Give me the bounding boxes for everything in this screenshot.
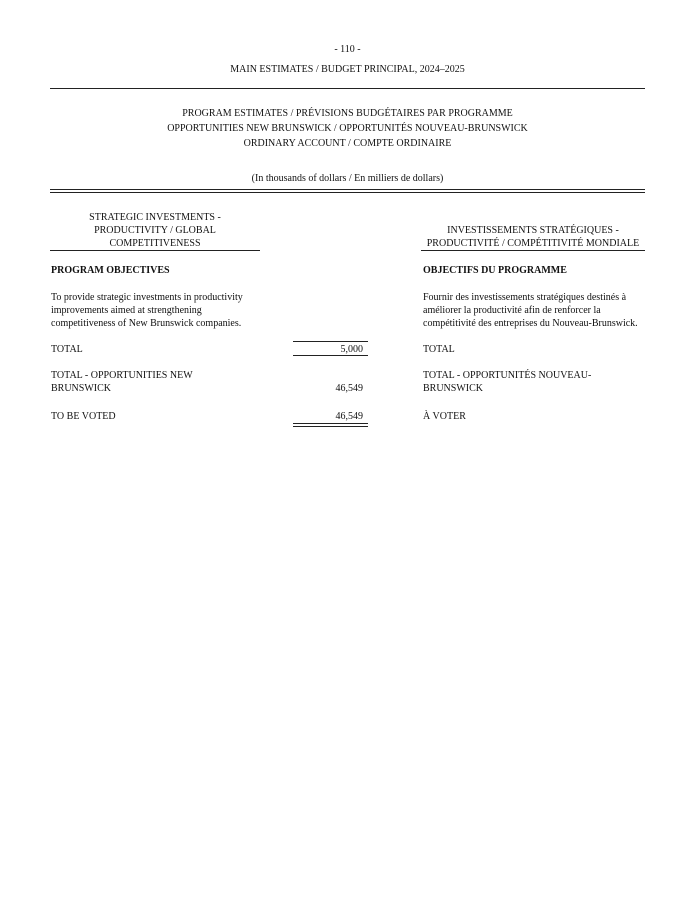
page-number: - 110 - bbox=[334, 44, 361, 55]
subheader-line3: ORDINARY ACCOUNT / COMPTE ORDINAIRE bbox=[243, 138, 452, 149]
en-objectives-line2: improvements aimed at strengthening bbox=[51, 305, 202, 316]
en-to-be-voted-label: TO BE VOTED bbox=[51, 411, 116, 422]
fr-to-be-voted-label: À VOTER bbox=[423, 411, 466, 422]
subheader-line1: PROGRAM ESTIMATES / PRÉVISIONS BUDGÉTAIRES PAR PROGRAMME bbox=[182, 108, 513, 119]
fr-total-label: TOTAL bbox=[423, 344, 455, 355]
to-be-voted-double-rule-bottom bbox=[293, 426, 368, 427]
en-program-title-line3: COMPETITIVENESS bbox=[109, 238, 201, 249]
document-title: MAIN ESTIMATES / BUDGET PRINCIPAL, 2024–2025 bbox=[230, 64, 465, 75]
fr-program-title-line2: PRODUCTIVITÉ / COMPÉTITIVITÉ MONDIALE bbox=[426, 238, 640, 249]
en-total-department-line2: BRUNSWICK bbox=[51, 383, 112, 394]
en-program-title-rule bbox=[50, 250, 260, 251]
total-amount-top-rule bbox=[293, 341, 368, 342]
total-department-amount: 46,549 bbox=[335, 383, 363, 394]
en-program-title-line2: PRODUCTIVITY / GLOBAL bbox=[94, 225, 216, 236]
double-rule-top bbox=[50, 189, 645, 190]
en-objectives-line3: competitiveness of New Brunswick companies. bbox=[51, 318, 242, 329]
subheader-line2: OPPORTUNITIES NEW BRUNSWICK / OPPORTUNITÉS NOUVEAU-BRUNSWICK bbox=[167, 123, 528, 134]
to-be-voted-amount: 46,549 bbox=[335, 411, 363, 422]
fr-program-title-rule bbox=[421, 250, 645, 251]
fr-total-department-line2: BRUNSWICK bbox=[423, 383, 484, 394]
fr-objectives-heading: OBJECTIFS DU PROGRAMME bbox=[423, 265, 567, 276]
en-objectives-line1: To provide strategic investments in productivity bbox=[51, 292, 243, 303]
fr-total-department-line1: TOTAL - OPPORTUNITÉS NOUVEAU- bbox=[423, 370, 592, 381]
fr-objectives-line3: compétitivité des entreprises du Nouveau-Brunswick. bbox=[423, 318, 638, 329]
total-amount-bottom-rule bbox=[293, 355, 368, 356]
fr-objectives-line1: Fournir des investissements stratégiques destinés à bbox=[423, 292, 627, 303]
en-total-label: TOTAL bbox=[51, 344, 83, 355]
en-total-department-line1: TOTAL - OPPORTUNITIES NEW bbox=[51, 370, 193, 381]
to-be-voted-double-rule-top bbox=[293, 423, 368, 424]
header-rule bbox=[50, 88, 645, 89]
en-objectives-heading: PROGRAM OBJECTIVES bbox=[51, 265, 170, 276]
units-note: (In thousands of dollars / En milliers de dollars) bbox=[251, 173, 444, 184]
fr-objectives-line2: améliorer la productivité afin de renforcer la bbox=[423, 305, 601, 316]
double-rule-bottom bbox=[50, 192, 645, 193]
total-amount: 5,000 bbox=[340, 344, 363, 355]
fr-program-title-line1: INVESTISSEMENTS STRATÉGIQUES - bbox=[447, 225, 619, 236]
en-program-title-line1: STRATEGIC INVESTMENTS - bbox=[89, 212, 221, 223]
